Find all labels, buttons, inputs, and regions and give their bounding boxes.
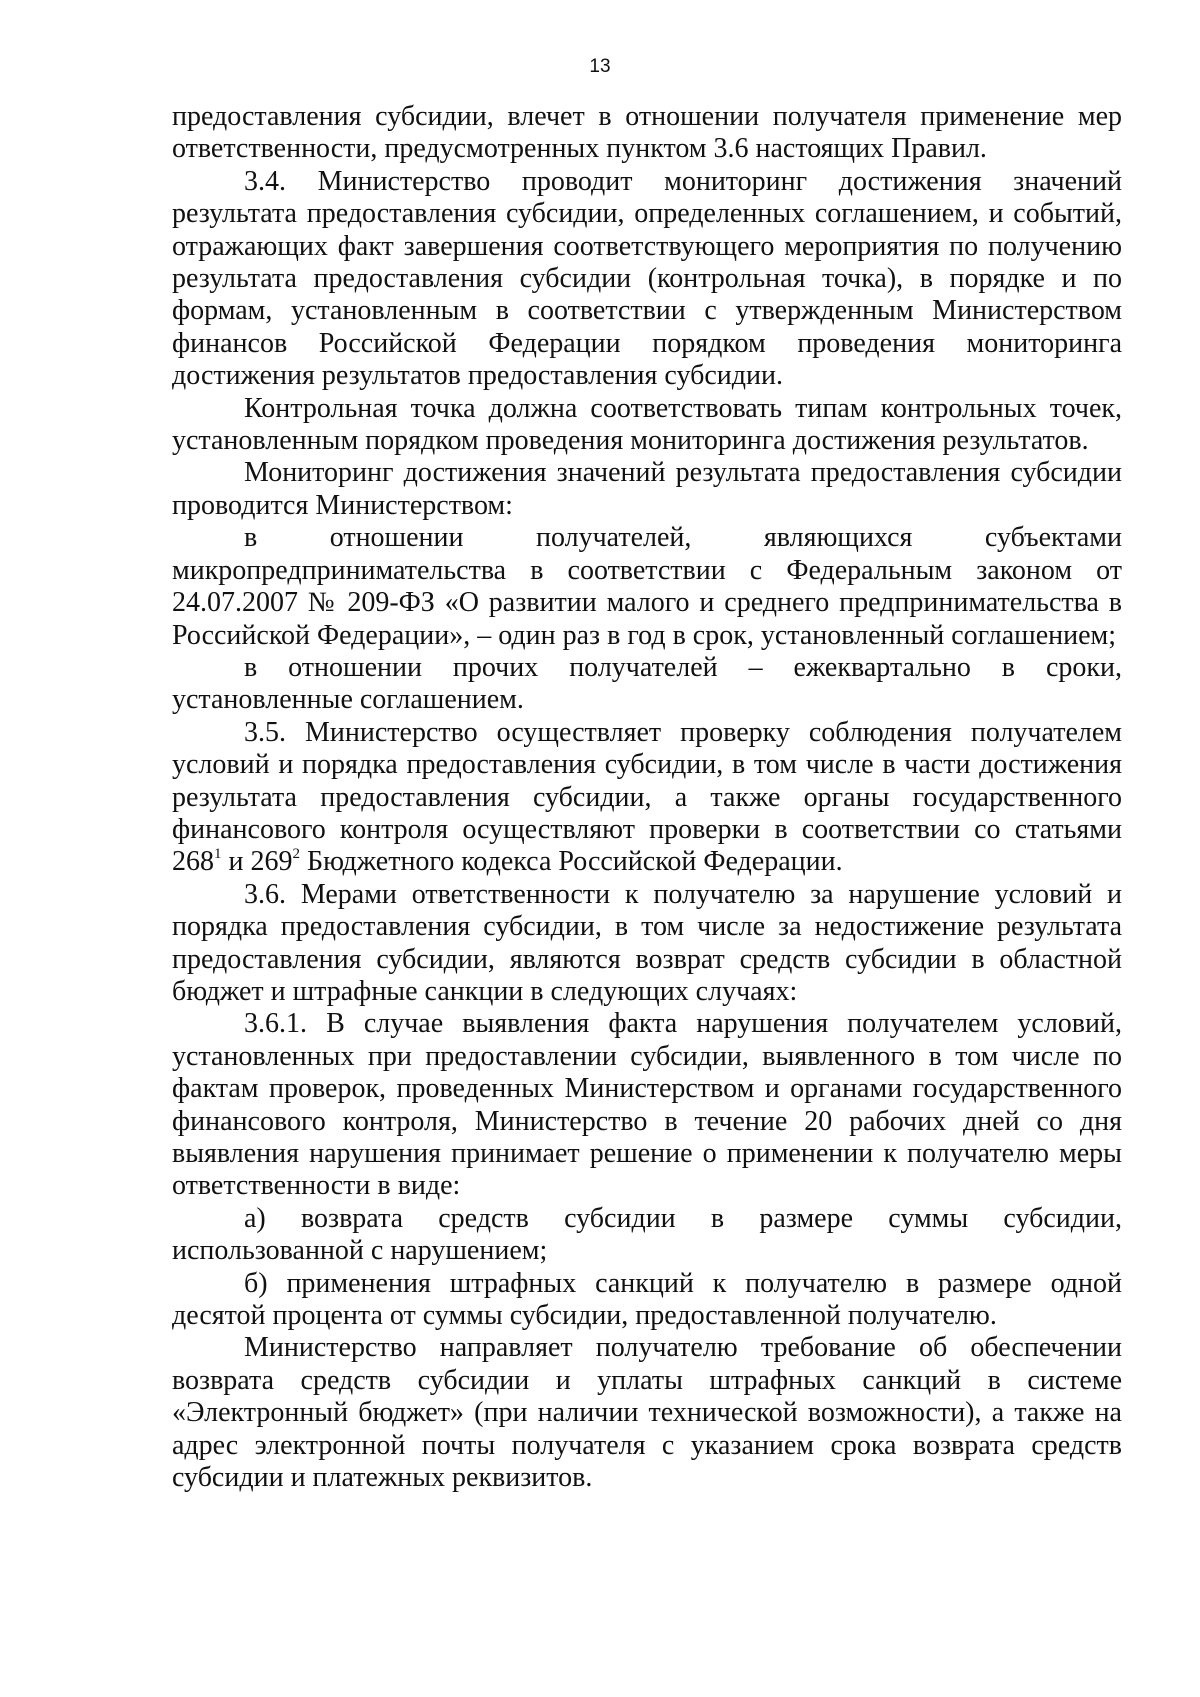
page-number: 13 xyxy=(589,56,611,77)
paragraph-control-point: Контрольная точка должна соответствовать типам контрольных точек, установленным порядком проведения мониторинга достижения результатов. xyxy=(172,392,1122,457)
paragraph-3-4: 3.4. Министерство проводит мониторинг достижения значений результата предоставления субсидии, определенных соглашением, и событий, отражающих факт завершения соответствующего мероприятия по получению результата предоставления субсидии (контрольная точка), в порядке и по формам, установленным в соответствии с утвержденным Министерством финансов Российской Федерации порядком проведения мониторинга достижения результатов предоставления субсидии. xyxy=(172,165,1122,392)
superscript-1: 1 xyxy=(214,846,222,863)
paragraph-3-5 xyxy=(172,717,1122,879)
document-body xyxy=(172,101,1122,1494)
paragraph-3-5-text-2: и 269 xyxy=(221,846,293,878)
superscript-2: 2 xyxy=(292,846,300,863)
paragraph-3-6-1: 3.6.1. В случае выявления факта нарушения получателем условий, установленных при предоставлении субсидии, выявленного в том числе по фактам проверок, проведенных Министерством и органами государственного финансового контроля, Министерство в течение 20 рабочих дней со дня выявления нарушения принимает решение о применении к получателю меры ответственности в виде: xyxy=(172,1008,1122,1202)
paragraph-monitoring: Мониторинг достижения значений результата предоставления субсидии проводится Министерством: xyxy=(172,457,1122,521)
paragraph-3-5-text-3: Бюджетного кодекса Российской Федерации. xyxy=(299,846,843,878)
paragraph-item-b: б) применения штрафных санкций к получателю в размере одной десятой процента от суммы субсидии, предоставленной получателю. xyxy=(172,1267,1122,1332)
paragraph-continuation: предоставления субсидии, влечет в отношении получателя применение мер ответственности, предусмотренных пунктом 3.6 настоящих Правил. xyxy=(172,101,1122,165)
paragraph-item-a: а) возврата средств субсидии в размере суммы субсидии, использованной с нарушением; xyxy=(172,1202,1122,1267)
paragraph-micro-entrepreneurs: в отношении получателей, являющихся субъектами микропредпринимательства в соответствии с Федеральным законом от 24.07.2007 № 209-ФЗ «О развитии малого и среднего предпринимательства в Российской Федерации», – один раз в год в срок, установленный соглашением; xyxy=(172,522,1122,651)
paragraph-requirement: Министерство направляет получателю требование об обеспечении возврата средств субсидии и уплаты штрафных санкций в системе «Электронный бюджет» (при наличии технической возможности), а также на адрес электронной почты получателя с указанием срока возврата средств субсидии и платежных реквизитов. xyxy=(172,1332,1122,1494)
paragraph-3-6: 3.6. Мерами ответственности к получателю за нарушение условий и порядка предоставления субсидии, в том числе за недостижение результата предоставления субсидии, являются возврат средств субсидии в областной бюджет и штрафные санкции в следующих случаях: xyxy=(172,878,1122,1007)
paragraph-3-5-text-1: 3.5. Министерство осуществляет проверку соблюдения получателем условий и порядка предоставления субсидии, в том числе в части достижения результата предоставления субсидии, а также органы государственного финансового контроля осуществляют проверки в соответствии со статьями 268 xyxy=(172,716,1122,878)
paragraph-other-recipients: в отношении прочих получателей – ежеквартально в сроки, установленные соглашением. xyxy=(172,651,1122,716)
